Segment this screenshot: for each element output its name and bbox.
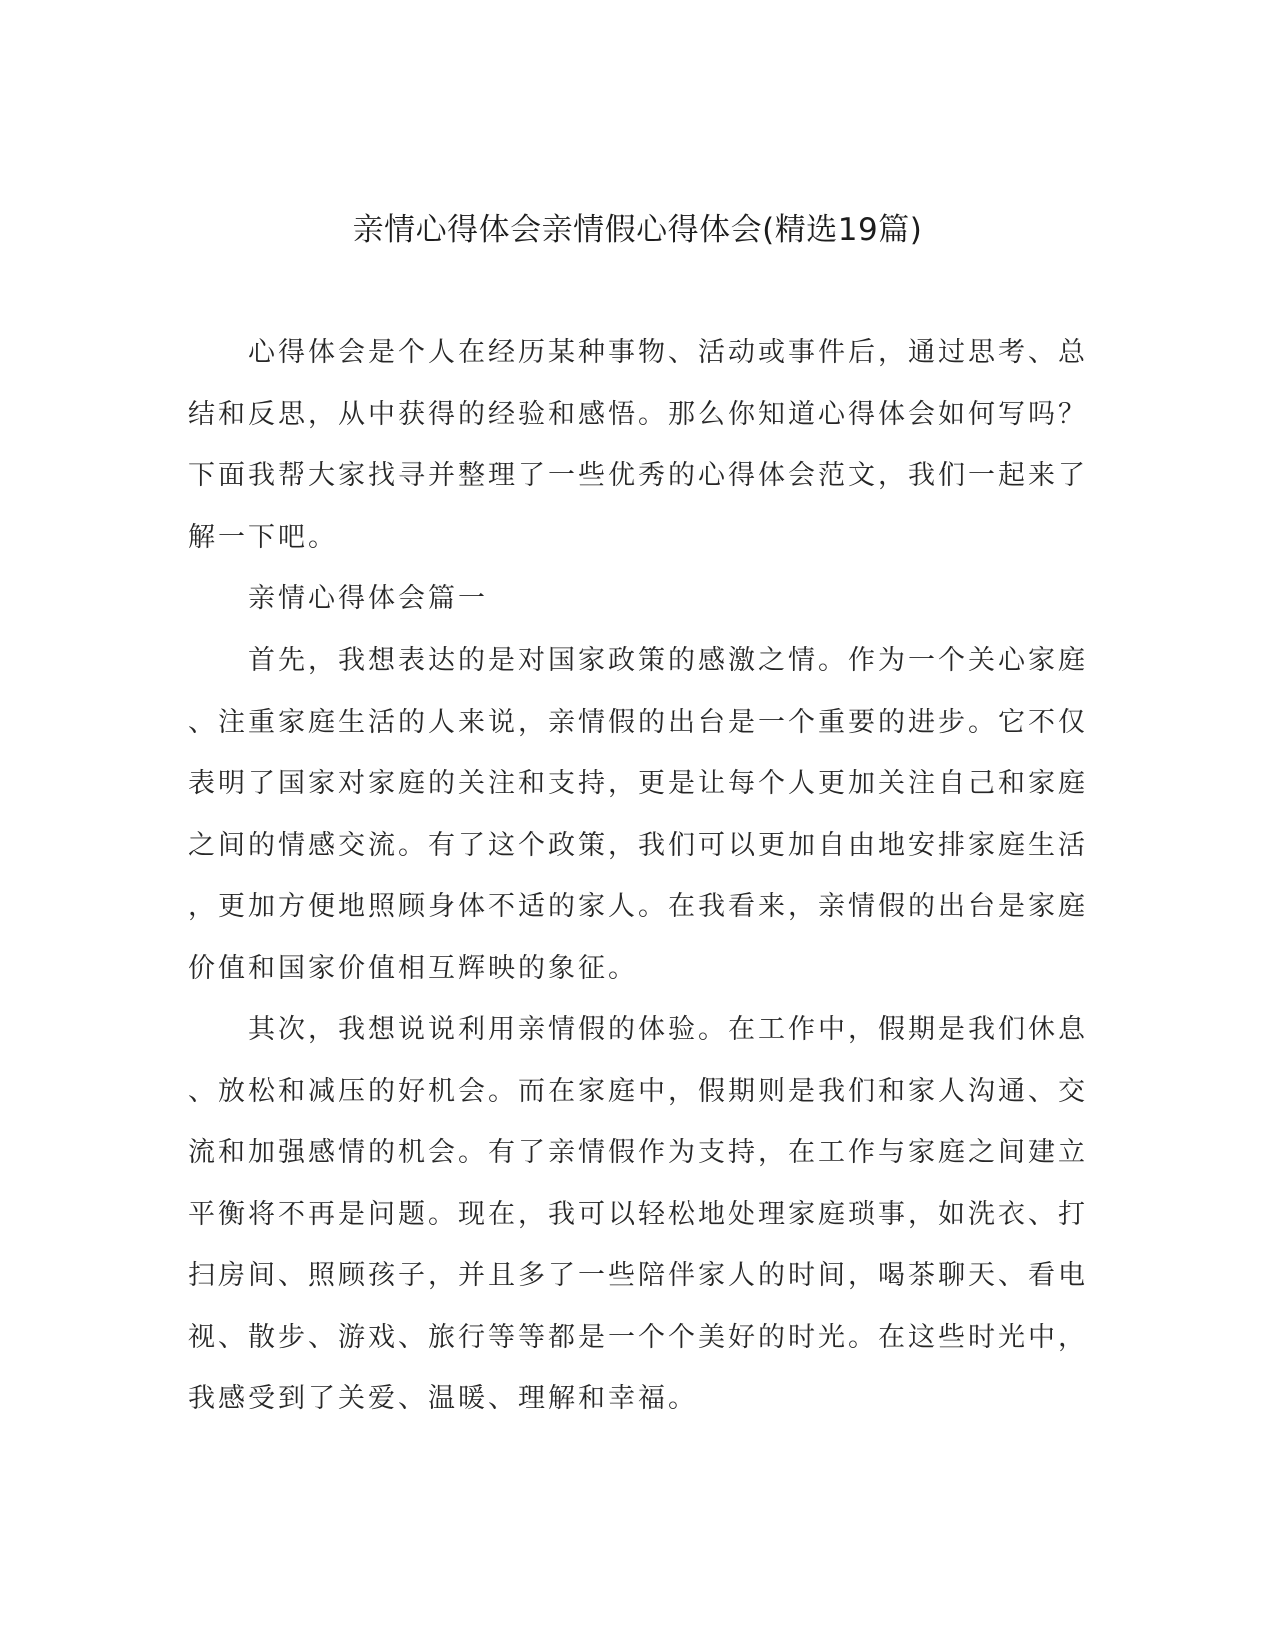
text-line: 价值和国家价值相互辉映的象征。 (188, 952, 638, 984)
body-paragraph-2 (188, 999, 1088, 1430)
text-line: 、放松和减压的好机会。而在家庭中，假期则是我们和家人沟通、交 (188, 1075, 1088, 1107)
text-line: 流和加强感情的机会。有了亲情假作为支持，在工作与家庭之间建立 (188, 1137, 1088, 1168)
text-line: 解一下吧。 (188, 521, 338, 553)
section-heading (188, 568, 1068, 630)
body-paragraph-1 (188, 630, 1088, 999)
text-line: 表明了国家对家庭的关注和支持，更是让每个人更加关注自己和家庭 (188, 768, 1088, 799)
text-line: 首先，我想表达的是对国家政策的感激之情。作为一个关心家庭 (188, 645, 1088, 676)
text-line: 扫房间、照顾孩子，并且多了一些陪伴家人的时间，喝茶聊天、看电 (188, 1260, 1088, 1291)
text-line: 平衡将不再是问题。现在，我可以轻松地处理家庭琐事，如洗衣、打 (188, 1198, 1088, 1230)
text-line: 之间的情感交流。有了这个政策，我们可以更加自由地安排家庭生活 (188, 829, 1088, 861)
text-line: 结和反思，从中获得的经验和感悟。那么你知道心得体会如何写吗？ (188, 398, 1088, 430)
section-heading-text: 亲情心得体会篇一 (188, 583, 488, 614)
text-line: 其次，我想说说利用亲情假的体验。在工作中，假期是我们休息 (188, 1014, 1088, 1045)
text-line: 、注重家庭生活的人来说，亲情假的出台是一个重要的进步。它不仅 (188, 706, 1088, 738)
text-line: ，更加方便地照顾身体不适的家人。在我看来，亲情假的出台是家庭 (188, 891, 1088, 922)
intro-paragraph (188, 322, 1088, 568)
document-title: 亲情心得体会亲情假心得体会(精选19篇) (352, 212, 923, 248)
text-line: 视、散步、游戏、旅行等等都是一个个美好的时光。在这些时光中， (188, 1321, 1088, 1353)
text-line: 下面我帮大家找寻并整理了一些优秀的心得体会范文，我们一起来了 (188, 460, 1088, 491)
text-line: 心得体会是个人在经历某种事物、活动或事件后，通过思考、总 (188, 337, 1088, 368)
text-line: 我感受到了关爱、温暖、理解和幸福。 (188, 1383, 698, 1414)
